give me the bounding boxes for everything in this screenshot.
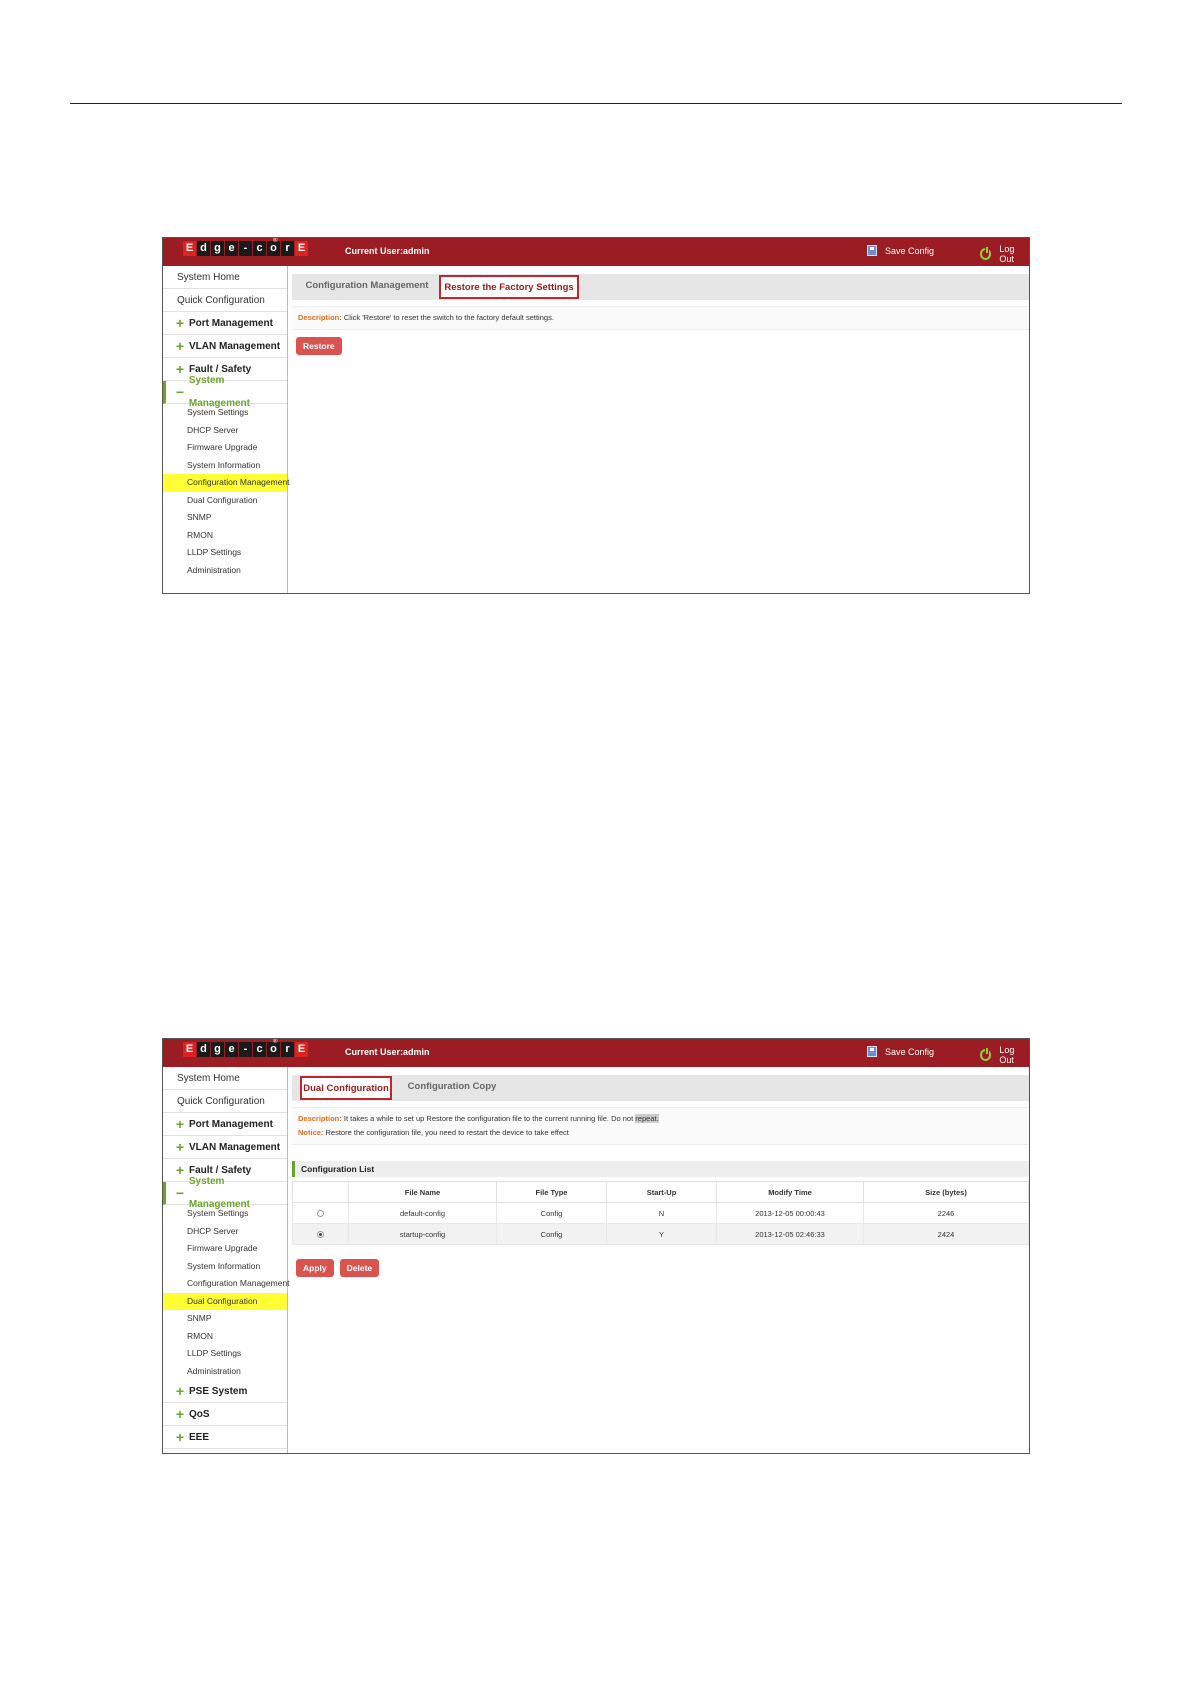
sidebar-subitem-lldp-settings[interactable]: LLDP Settings xyxy=(187,1348,242,1358)
tab-configuration-copy[interactable]: Configuration Copy xyxy=(407,1081,497,1092)
description-label: Description: xyxy=(298,1114,342,1123)
table-row xyxy=(293,1224,1029,1245)
cell-file-type: Config xyxy=(497,1203,607,1224)
description-text: Click 'Restore' to reset the switch to the factory default settings. xyxy=(343,313,554,322)
logo-trademark: ® xyxy=(273,1039,278,1045)
sidebar-subitem-dhcp-server[interactable]: DHCP Server xyxy=(187,1225,239,1236)
edgecore-logo xyxy=(183,1042,308,1058)
sidebar-subitem-configuration-management[interactable]: Configuration Management xyxy=(187,1278,290,1288)
sidebar-item-quick-configuration[interactable]: Quick Configuration xyxy=(163,289,287,312)
plus-icon: + xyxy=(175,314,185,331)
sidebar-group-label: EEE xyxy=(189,1431,210,1443)
configuration-list-title: Configuration List xyxy=(292,1161,1029,1177)
sidebar-subitem-administration[interactable]: Administration xyxy=(187,564,241,575)
sidebar-group-eee[interactable] xyxy=(163,1426,287,1449)
sidebar-group-label: PSE System xyxy=(189,1385,248,1397)
notice-text: Restore the configuration file, you need to restart the device to take effect xyxy=(325,1128,569,1137)
sidebar-group-label: VLAN Management xyxy=(189,1141,281,1153)
logo-letter: g xyxy=(211,1042,224,1057)
plus-icon: + xyxy=(175,1382,185,1399)
logo-trademark: ® xyxy=(273,238,278,244)
app-header xyxy=(163,1039,1029,1067)
minus-icon: − xyxy=(175,383,185,400)
sidebar-nav xyxy=(163,1067,288,1453)
logo-letter: c xyxy=(253,241,266,256)
plus-icon: + xyxy=(175,1138,185,1155)
sidebar-subitem-snmp[interactable]: SNMP xyxy=(187,1313,212,1323)
row-select-radio[interactable] xyxy=(317,1231,324,1238)
page-header-rule xyxy=(70,103,1122,104)
tab-configuration-management[interactable]: Configuration Management xyxy=(305,280,429,291)
sidebar-group-label: System Management xyxy=(188,1176,250,1210)
screenshot-restore-factory-settings xyxy=(162,237,1030,594)
sidebar-group-label: VLAN Management xyxy=(189,340,281,352)
sidebar-group-port-management[interactable] xyxy=(163,1113,287,1136)
save-config-label: Save Config xyxy=(885,1046,935,1057)
sidebar-group-qos[interactable] xyxy=(163,1403,287,1426)
row-select-radio[interactable] xyxy=(317,1210,324,1217)
logo-letter: d xyxy=(197,1042,210,1057)
logo-letter: - xyxy=(239,1042,252,1057)
sidebar-subitem-lldp-settings[interactable]: LLDP Settings xyxy=(187,547,242,557)
tab-bar xyxy=(292,274,1029,300)
configuration-list-table xyxy=(292,1181,1029,1245)
sidebar-subitem-firmware-upgrade[interactable]: Firmware Upgrade xyxy=(187,1243,258,1253)
notice-label: Notice: xyxy=(298,1128,324,1137)
cell-start-up: N xyxy=(607,1203,717,1224)
power-icon xyxy=(980,248,991,260)
tab-bar xyxy=(292,1075,1029,1101)
delete-button[interactable]: Delete xyxy=(340,1259,380,1277)
cell-file-name: default-config xyxy=(349,1203,497,1224)
description-highlight: repeat. xyxy=(635,1114,659,1123)
cell-file-name: startup-config xyxy=(349,1224,497,1245)
sidebar-subitem-dual-configuration[interactable]: Dual Configuration xyxy=(163,1293,287,1311)
screenshot-dual-configuration xyxy=(162,1038,1030,1454)
edgecore-logo xyxy=(183,241,308,257)
column-header-select xyxy=(293,1182,349,1203)
description-box xyxy=(292,1107,1029,1145)
plus-icon: + xyxy=(175,337,185,354)
restore-button[interactable]: Restore xyxy=(296,337,342,355)
current-user-label: Current User:admin xyxy=(345,246,430,256)
table-header-row xyxy=(293,1182,1029,1203)
sidebar-subitem-firmware-upgrade[interactable]: Firmware Upgrade xyxy=(187,442,258,452)
main-content xyxy=(292,1067,1029,1453)
description-label: Description: xyxy=(298,313,342,322)
column-header-start-up: Start-Up xyxy=(607,1182,717,1203)
cell-size: 2424 xyxy=(864,1224,1029,1245)
logo-letter: r xyxy=(281,1042,294,1057)
tab-dual-configuration[interactable]: Dual Configuration xyxy=(300,1076,392,1100)
log-out-label: Log Out xyxy=(999,1045,1015,1065)
logo-letter: E xyxy=(183,241,196,256)
logo-letter: E xyxy=(183,1042,196,1057)
sidebar-group-label: Fault / Safety xyxy=(189,363,252,375)
sidebar-subitem-system-settings[interactable]: System Settings xyxy=(187,1208,249,1218)
sidebar-group-port-management[interactable] xyxy=(163,312,287,335)
column-header-file-name: File Name xyxy=(349,1182,497,1203)
sidebar-subitem-system-information[interactable]: System Information xyxy=(187,1260,261,1271)
logo-letter: c xyxy=(253,1042,266,1057)
sidebar-item-system-home[interactable]: System Home xyxy=(163,1067,287,1090)
sidebar-subitem-dual-configuration[interactable]: Dual Configuration xyxy=(187,494,258,505)
sidebar-nav xyxy=(163,266,288,593)
logo-letter: d xyxy=(197,241,210,256)
logo-letter: o xyxy=(267,1042,280,1057)
logo-letter: E xyxy=(295,1042,308,1057)
sidebar-subitem-system-settings[interactable]: System Settings xyxy=(187,407,249,417)
sidebar-group-system-management[interactable] xyxy=(163,1176,287,1210)
plus-icon: + xyxy=(175,1161,185,1178)
save-config-button[interactable] xyxy=(867,245,934,256)
sidebar-subitem-snmp[interactable]: SNMP xyxy=(187,512,212,522)
cell-size: 2246 xyxy=(864,1203,1029,1224)
save-config-button[interactable] xyxy=(867,1046,934,1057)
column-header-size: Size (bytes) xyxy=(864,1182,1029,1203)
description-box xyxy=(292,306,1029,330)
sidebar-group-label: QoS xyxy=(189,1408,210,1420)
sidebar-group-pse-system[interactable] xyxy=(163,1380,287,1403)
plus-icon: + xyxy=(175,1428,185,1445)
plus-icon: + xyxy=(175,360,185,377)
description-text: It takes a while to set up Restore the configuration file to the current running file. Do not xyxy=(343,1114,634,1123)
cell-modify-time: 2013-12-05 02:46:33 xyxy=(717,1224,864,1245)
sidebar-group-label: Fault / Safety xyxy=(189,1164,252,1176)
cell-file-type: Config xyxy=(497,1224,607,1245)
tab-restore-factory-settings[interactable]: Restore the Factory Settings xyxy=(439,275,579,299)
minus-icon: − xyxy=(175,1184,185,1201)
sidebar-subitem-dhcp-server[interactable]: DHCP Server xyxy=(187,424,239,435)
sidebar-group-vlan-management[interactable] xyxy=(163,335,287,358)
sidebar-item-system-home[interactable]: System Home xyxy=(163,266,287,289)
power-icon xyxy=(980,1049,991,1061)
sidebar-group-label: Port Management xyxy=(189,1118,273,1130)
sidebar-group-system-management[interactable] xyxy=(163,375,287,409)
log-out-button[interactable] xyxy=(980,1045,1029,1065)
sidebar-group-label: System Management xyxy=(188,375,250,409)
sidebar-subitem-rmon[interactable]: RMON xyxy=(187,529,213,540)
current-user-label: Current User:admin xyxy=(345,1047,430,1057)
floppy-disk-icon xyxy=(867,1046,877,1057)
column-header-modify-time: Modify Time xyxy=(717,1182,864,1203)
plus-icon: + xyxy=(175,1405,185,1422)
cell-start-up: Y xyxy=(607,1224,717,1245)
plus-icon: + xyxy=(175,1115,185,1132)
log-out-label: Log Out xyxy=(999,244,1015,264)
logo-letter: e xyxy=(225,241,238,256)
sidebar-subitem-administration[interactable]: Administration xyxy=(187,1365,241,1376)
cell-modify-time: 2013-12-05 00:00:43 xyxy=(717,1203,864,1224)
save-config-label: Save Config xyxy=(885,245,935,256)
logo-letter: r xyxy=(281,241,294,256)
table-row xyxy=(293,1203,1029,1224)
logo-letter: o xyxy=(267,241,280,256)
sidebar-subitem-system-information[interactable]: System Information xyxy=(187,459,261,470)
sidebar-subitem-configuration-management[interactable]: Configuration Management xyxy=(163,474,287,492)
log-out-button[interactable] xyxy=(980,244,1029,264)
apply-button[interactable]: Apply xyxy=(296,1259,334,1277)
sidebar-group-vlan-management[interactable] xyxy=(163,1136,287,1159)
logo-letter: g xyxy=(211,241,224,256)
column-header-file-type: File Type xyxy=(497,1182,607,1203)
sidebar-item-quick-configuration[interactable]: Quick Configuration xyxy=(163,1090,287,1113)
sidebar-subitem-rmon[interactable]: RMON xyxy=(187,1330,213,1341)
app-header xyxy=(163,238,1029,266)
sidebar-group-label: Port Management xyxy=(189,317,273,329)
logo-letter: - xyxy=(239,241,252,256)
logo-letter: E xyxy=(295,241,308,256)
main-content xyxy=(292,266,1029,593)
floppy-disk-icon xyxy=(867,245,877,256)
logo-letter: e xyxy=(225,1042,238,1057)
